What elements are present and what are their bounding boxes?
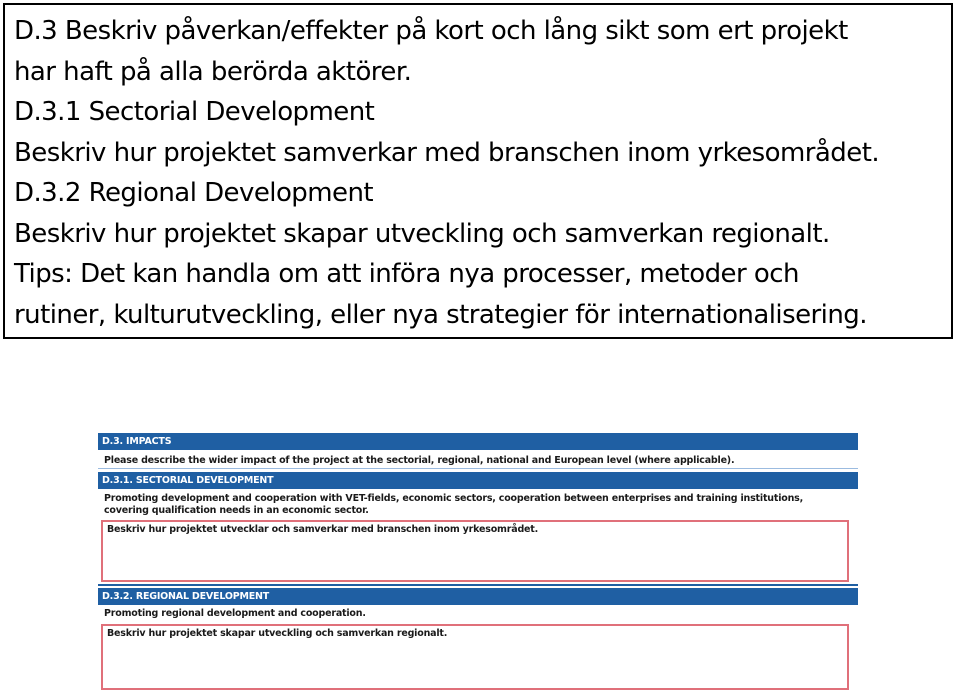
regional-description: Promoting regional development and cooperation. bbox=[104, 608, 366, 619]
slide-line-tips-cont: rutiner, kulturutveckling, eller nya strategier för internationalisering. bbox=[14, 299, 867, 330]
impacts-divider bbox=[98, 468, 858, 469]
regional-answer-field[interactable] bbox=[101, 624, 849, 690]
sectorial-description-line-1: Promoting development and cooperation with VET-fields, economic sectors, cooperation between enterprises and training institutions, bbox=[104, 493, 804, 504]
slide-text-box bbox=[3, 3, 953, 339]
sectorial-answer-text: Beskriv hur projektet utvecklar och samverkar med branschen inom yrkesområdet. bbox=[107, 524, 539, 535]
sectorial-header: D.3.1. SECTORIAL DEVELOPMENT bbox=[98, 472, 858, 489]
section-separator bbox=[98, 584, 858, 586]
slide-line-sectorial-desc: Beskriv hur projektet samverkar med branschen inom yrkesområdet. bbox=[14, 137, 880, 168]
sectorial-description-line-2: covering qualification needs in an economic sector. bbox=[104, 505, 369, 516]
regional-answer-text: Beskriv hur projektet skapar utveckling och samverkan regionalt. bbox=[107, 628, 448, 639]
slide-line-heading: D.3 Beskriv påverkan/effekter på kort och lång sikt som ert projekt bbox=[14, 16, 848, 46]
impacts-description: Please describe the wider impact of the project at the sectorial, regional, national and European level (where applicable). bbox=[104, 455, 735, 466]
impacts-header: D.3. IMPACTS bbox=[98, 433, 858, 450]
form-screenshot bbox=[98, 432, 858, 692]
regional-header: D.3.2. REGIONAL DEVELOPMENT bbox=[98, 588, 858, 605]
slide-line-regional-desc: Beskriv hur projektet skapar utveckling och samverkan regionalt. bbox=[14, 218, 830, 249]
slide-line-sectorial-title: D.3.1 Sectorial Development bbox=[14, 97, 375, 127]
sectorial-answer-field[interactable] bbox=[101, 520, 849, 582]
slide-line-tips: Tips: Det kan handla om att införa nya processer, metoder och bbox=[14, 259, 799, 289]
slide-line-heading-cont: har haft på alla berörda aktörer. bbox=[14, 56, 412, 87]
slide-line-regional-title: D.3.2 Regional Development bbox=[14, 178, 374, 208]
